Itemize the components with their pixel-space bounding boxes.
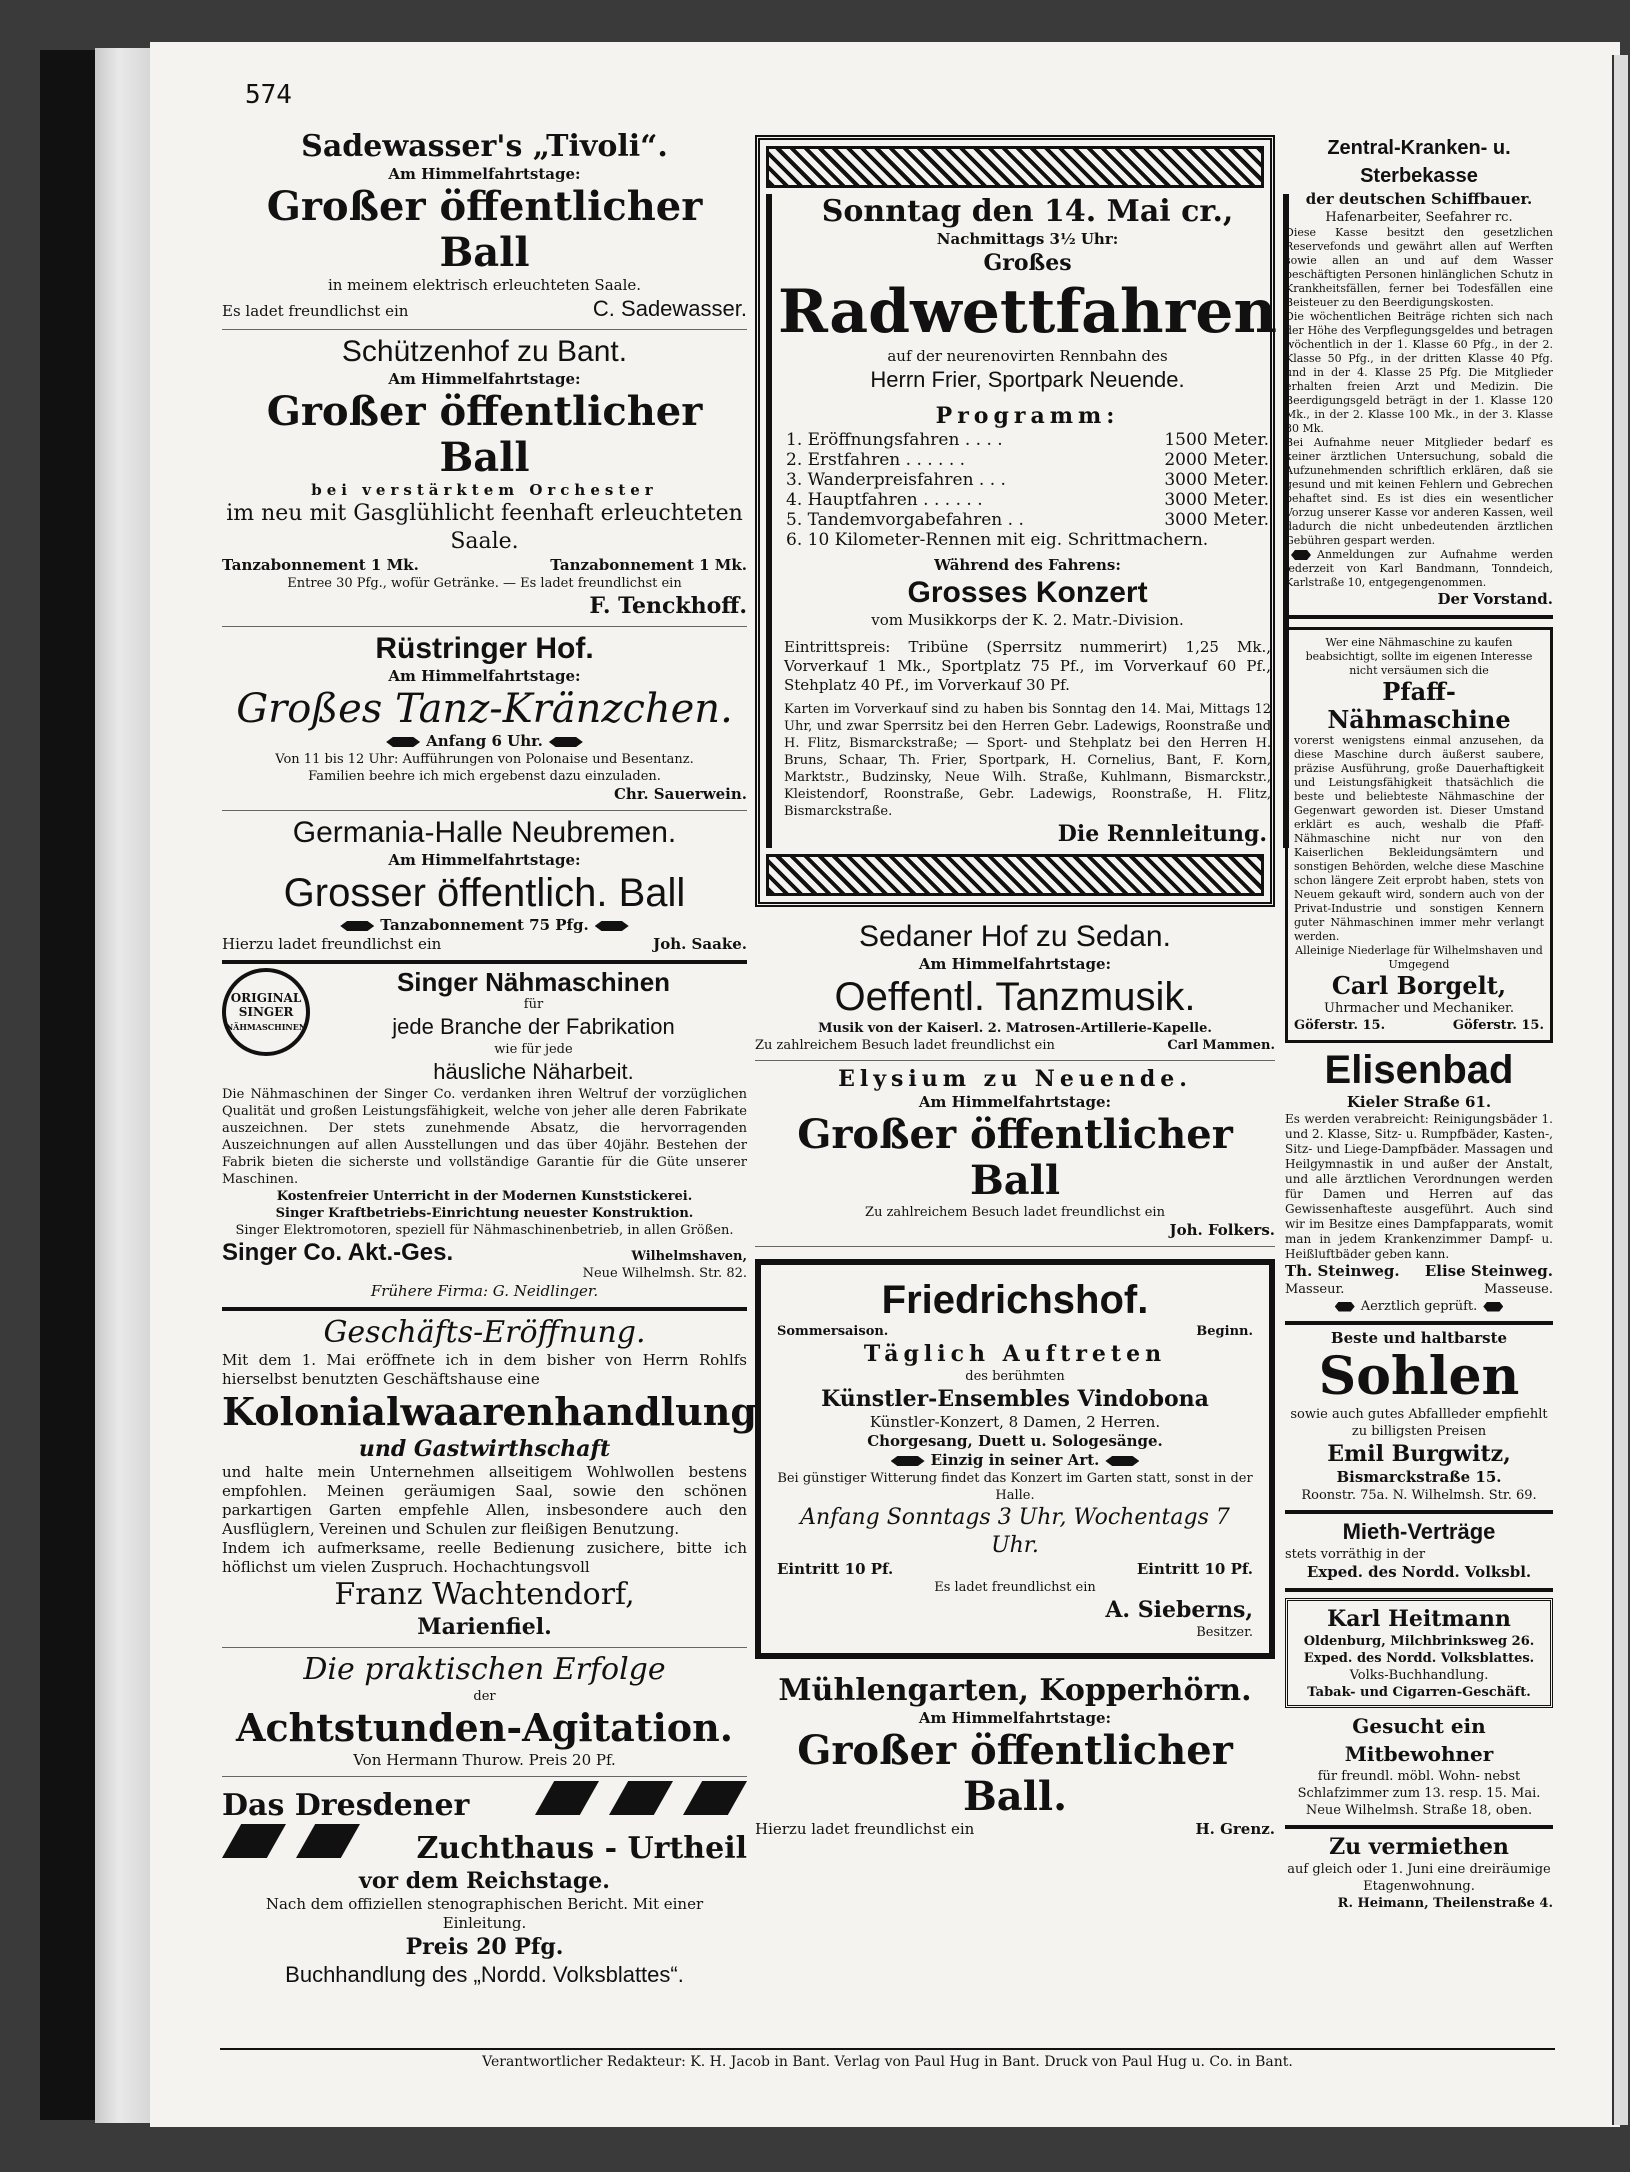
- program-distance: 2000 Meter.: [1164, 450, 1270, 470]
- program-item: 6. 10 Kilometer-Rennen mit eig. Schrittmachern.: [786, 530, 1209, 550]
- elysium-day: Am Himmelfahrtstage:: [918, 1093, 1112, 1111]
- heitmann-goods: Tabak- und Cigarren-Geschäft.: [1307, 1685, 1531, 1700]
- radwett-program-title: Programm:: [935, 403, 1120, 429]
- ad-tivoli: [222, 125, 747, 330]
- mitbewohner-addr: Neue Wilhelmsh. Straße 18, oben.: [1305, 1803, 1533, 1818]
- radwett-band: vom Musikkorps der K. 2. Matr.-Division.: [871, 611, 1184, 629]
- singer-line3: häusliche Näharbeit.: [433, 1059, 634, 1084]
- page-right-edge: [1612, 55, 1628, 2125]
- mieth-exp: Exped. des Nordd. Volksbl.: [1306, 1563, 1532, 1581]
- germania-headline: Grosser öffentlich. Ball: [283, 871, 686, 915]
- friedrichshof-invite: Es ladet freundlichst ein: [934, 1580, 1096, 1595]
- sedaner-music: Musik von der Kaiserl. 2. Matrosen-Artillerie-Kapelle.: [818, 1021, 1212, 1036]
- sohlen-name: Emil Burgwitz,: [1327, 1441, 1511, 1467]
- mieth-title: Mieth-Verträge: [1342, 1519, 1496, 1544]
- vermiethen-body: auf gleich oder 1. Juni eine dreiräumige Etagenwohnung.: [1287, 1862, 1551, 1894]
- program-distance: 3000 Meter.: [1164, 510, 1270, 530]
- vermiethen-title: Zu vermiethen: [1329, 1834, 1509, 1860]
- program-item: 4. Hauptfahren . . . . . .: [786, 490, 983, 510]
- heitmann-exp: Exped. des Nordd. Volksblattes.: [1303, 1651, 1535, 1666]
- pfaff-addr-left: Göferstr. 15.: [1294, 1018, 1386, 1033]
- ruestringer-families: Familien beehre ich mich ergebenst dazu einzuladen.: [308, 769, 661, 784]
- sohlen-addr2: Roonstr. 75a. N. Wilhelmsh. Str. 69.: [1301, 1488, 1537, 1503]
- friedrichshof-entry-left: Eintritt 10 Pf.: [777, 1560, 894, 1578]
- eroeffnung-body2: Indem ich aufmerksame, reelle Bedienung zusichere, bitte ich höflichst um vielen Zuspruch. Hochachtungsvoll: [222, 1539, 747, 1576]
- friedrichshof-title: Friedrichshof.: [881, 1278, 1149, 1322]
- sohlen-headline: Sohlen: [1318, 1346, 1520, 1407]
- ad-elisenbad: [1285, 1043, 1553, 1325]
- pfaff-name: Carl Borgelt,: [1331, 971, 1507, 1000]
- ad-sedaner: [755, 915, 1275, 1061]
- schuetzenhof-entry: Entree 30 Pfg., wofür Getränke. — Es ladet freundlichst ein: [287, 576, 682, 591]
- friedrichshof-name: A. Sieberns,: [1105, 1597, 1253, 1623]
- muehlengarten-title: Mühlengarten, Kopperhörn.: [778, 1673, 1252, 1708]
- elysium-headline: Großer öffentlicher Ball: [797, 1111, 1233, 1204]
- ad-singer: [222, 964, 747, 1311]
- zentral-title: Zentral-Kranken- u. Sterbekasse: [1327, 137, 1511, 187]
- muehlengarten-headline: Großer öffentlicher Ball.: [797, 1727, 1233, 1820]
- program-distance: 3000 Meter.: [1164, 490, 1270, 510]
- tivoli-title: Sadewasser's „Tivoli“.: [301, 129, 668, 164]
- ad-achtstunden: [222, 1648, 747, 1777]
- singer-city: Wilhelmshaven,: [631, 1249, 747, 1264]
- column-middle: [755, 135, 1278, 1845]
- singer-line2: wie für jede: [494, 1042, 573, 1057]
- program-distance: 1500 Meter.: [1164, 430, 1270, 450]
- dresdener-line4: Nach dem offiziellen stenographischen Bericht. Mit einer Einleitung.: [265, 1895, 704, 1932]
- pfaff-role: Uhrmacher und Mechaniker.: [1324, 1001, 1514, 1016]
- radwett-program: [778, 430, 1277, 550]
- zentral-body2: Die wöchentlichen Beiträge richten sich nach der Höhe des Verpflegungsgeldes und betragen wöchentlich in der 1. Klasse 60 Pfg., in der 2. Klasse 50 Pfg., in der dritten Klasse 40 Pfg. und in der 4. Klasse 25 Pfg. Die Mitglieder erhalten freien Arzt und Medizin. Die Beerdigungsgeld beträgt in der 1. Klasse 120 Mk., in der 2. Klasse 100 Mk., in der 3. Klasse 80 Mk.: [1285, 310, 1553, 435]
- hand-pointer-icon: [891, 1456, 925, 1466]
- friedrichshof-headline: Täglich Auftreten: [863, 1341, 1167, 1367]
- sedaner-day: Am Himmelfahrtstage:: [918, 955, 1112, 973]
- ad-radwettfahren: [755, 135, 1278, 907]
- ad-heitmann: [1285, 1598, 1553, 1708]
- sohlen-addr: Bismarckstraße 15.: [1336, 1468, 1502, 1486]
- friedrichshof-unique: Einzig in seiner Art.: [930, 1451, 1100, 1469]
- hand-pointer-icon: [1291, 550, 1311, 560]
- elysium-title: Elysium zu Neuende.: [838, 1066, 1192, 1092]
- friedrichshof-songs: Chorgesang, Duett u. Sologesänge.: [867, 1432, 1163, 1450]
- column-left: [222, 125, 757, 1995]
- sedaner-title: Sedaner Hof zu Sedan.: [859, 920, 1171, 953]
- ad-schuetzenhof: [222, 330, 747, 627]
- ad-elysium: [755, 1061, 1275, 1247]
- tivoli-sub: in meinem elektrisch erleuchteten Saale.: [327, 276, 642, 294]
- radwett-concert: Grosses Konzert: [907, 576, 1148, 609]
- radwett-host: Herrn Frier, Sportpark Neuende.: [870, 367, 1185, 392]
- eroeffnung-headline: Kolonialwaarenhandlung: [222, 1389, 757, 1434]
- ad-eroeffnung: [222, 1311, 757, 1648]
- dresdener-line3: vor dem Reichstage.: [359, 1868, 610, 1894]
- singer-line1: jede Branche der Fabrikation: [392, 1014, 675, 1039]
- hand-pointer-icon: [549, 737, 583, 747]
- schuetzenhof-abo-left: Tanzabonnement 1 Mk.: [222, 556, 419, 574]
- singer-logo: [222, 968, 310, 1056]
- ruestringer-title: Rüstringer Hof.: [375, 632, 594, 665]
- sedaner-name: Carl Mammen.: [1167, 1038, 1275, 1053]
- ad-dresdener: [222, 1777, 747, 1995]
- page-number: 574: [245, 80, 292, 110]
- eroeffnung-body: und halte mein Unternehmen allseitigem Wohlwollen bestens empfohlen. Meinen geräumigen Saal, sowie den schönen parkartigen Garten empfehle Allen, insbesondere auch den Ausflüglern, Vereinen und Schulen zur fleißigen Benutzung.: [222, 1463, 747, 1538]
- stripe-ornament: [535, 1781, 747, 1815]
- eroeffnung-place: Marienfiel.: [417, 1614, 552, 1640]
- germania-invite: Hierzu ladet freundlichst ein: [222, 935, 442, 953]
- singer-street: Neue Wilhelmsh. Str. 82.: [582, 1266, 747, 1281]
- radwett-sales: Karten im Vorverkauf sind zu haben bis Sonntag den 14. Mai, Mittags 12 Uhr, und zwar Sperrsitz bei den Herren Gebr. Ladewigs, Roonstraße und H. Flitz, Bismarckstraße; — Sport- und Stehplatz bei den Herren H. Bruns, Schaar, Th. Frier, Sportpark, H. Cornelius, Bant, F. Korn, Marktstr., Budzinsky, Neue Wilh. Straße, Kuhlmann, Bismarckstr., Kleistendorf, Roonstraße, Gebr. Ladewigs, Roonstraße, H. Flitz, Bismarckstraße.: [784, 702, 1272, 819]
- sohlen-pre: Beste und haltbarste: [1330, 1329, 1508, 1347]
- dresdener-price: Preis 20 Pfg.: [405, 1934, 564, 1960]
- eroeffnung-sub: und Gastwirthschaft: [358, 1436, 611, 1462]
- singer-company: Singer Co. Akt.-Ges.: [222, 1239, 454, 1266]
- germania-abo: Tanzabonnement 75 Pfg.: [380, 916, 589, 934]
- column-right: [1285, 130, 1553, 1918]
- ad-vermiethen: [1285, 1829, 1553, 1918]
- mitbewohner-body: für freundl. möbl. Wohn- nebst Schlafzimmer zum 13. resp. 15. Mai.: [1297, 1769, 1541, 1801]
- ad-sohlen: [1285, 1325, 1553, 1514]
- friedrichshof-concert: Künstler-Konzert, 8 Damen, 2 Herren.: [869, 1413, 1161, 1431]
- singer-b2: Singer Kraftbetriebs-Einrichtung neuester Konstruktion.: [275, 1206, 694, 1221]
- imprint-footer: Verantwortlicher Redakteur: K. H. Jacob in Bant. Verlag von Paul Hug in Bant. Druck von Paul Hug u. Co. in Bant.: [220, 2048, 1555, 2070]
- ad-mitbewohner: [1285, 1708, 1553, 1829]
- zentral-members: Hafenarbeiter, Seefahrer rc.: [1325, 210, 1513, 225]
- ornamental-border-bottom: [766, 854, 1264, 896]
- achtstunden-headline: Achtstunden-Agitation.: [235, 1705, 733, 1750]
- sedaner-invite: Zu zahlreichem Besuch ladet freundlichst ein: [755, 1038, 1055, 1053]
- friedrichshof-entry-right: Eintritt 10 Pf.: [1136, 1560, 1253, 1578]
- schuetzenhof-abo-right: Tanzabonnement 1 Mk.: [550, 556, 747, 574]
- singer-former: Frühere Firma: G. Neidlinger.: [370, 1282, 599, 1300]
- ruestringer-name: Chr. Sauerwein.: [613, 785, 747, 803]
- elisenbad-name-left: Th. Steinweg.: [1285, 1262, 1400, 1280]
- singer-title: Singer Nähmaschinen: [396, 967, 671, 997]
- ad-ruestringer: [222, 627, 747, 811]
- elisenbad-note: Aerztlich geprüft.: [1360, 1299, 1478, 1314]
- radwett-headline: Radwettfahren: [778, 277, 1278, 347]
- elisenbad-name-right: Elise Steinweg.: [1424, 1262, 1553, 1280]
- page-stack-edge: [95, 48, 155, 2123]
- ad-muehlengarten: [755, 1669, 1275, 1845]
- muehlengarten-day: Am Himmelfahrtstage:: [918, 1709, 1112, 1727]
- program-item: 1. Eröffnungsfahren . . . .: [786, 430, 1003, 450]
- tivoli-invite: Es ladet freundlichst ein: [222, 302, 409, 320]
- elysium-name: Joh. Folkers.: [1169, 1221, 1275, 1239]
- germania-day: Am Himmelfahrtstage:: [388, 851, 581, 869]
- ad-mieth: [1285, 1514, 1553, 1592]
- germania-name: Joh. Saake.: [653, 935, 747, 953]
- muehlengarten-name: H. Grenz.: [1195, 1820, 1275, 1838]
- zentral-body3: Bei Aufnahme neuer Mitglieder bedarf es keiner ärztlichen Untersuchung, sobald die Aufzunehmenden schriftlich erklären, daß sie gesund und mit keinen Fehlern und Gebrechen behaftet sind. Es ist dies ein wesentlicher Vorzug unserer Kasse vor anderen Kassen, weil dadurch die nicht unbedeutenden ärztlichen Gebühren gespart werden.: [1285, 436, 1553, 547]
- schuetzenhof-day: Am Himmelfahrtstage:: [388, 370, 581, 388]
- ad-pfaff: [1285, 627, 1553, 1043]
- hand-pointer-icon: [595, 921, 629, 931]
- ornamental-border-top: [766, 146, 1264, 188]
- ruestringer-headline: Großes Tanz-Kränzchen.: [236, 686, 733, 732]
- elisenbad-role-right: Masseuse.: [1484, 1282, 1553, 1297]
- germania-title: Germania-Halle Neubremen.: [292, 816, 677, 849]
- friedrichshof-ensemble: Künstler-Ensembles Vindobona: [821, 1386, 1209, 1412]
- zentral-body: Diese Kasse besitzt den gesetzlichen Reservefonds und gewährt allen auf Werften sowie allen an und auf dem Wasser beschäftigten Personen hinlänglichen Schutz in Krankheitsfällen, ferner bei Todesfällen eine Beisteuer zu den Beerdigungskosten.: [1285, 226, 1553, 309]
- pfaff-agent: Alleinige Niederlage für Wilhelmshaven und Umgegend: [1295, 944, 1543, 971]
- zentral-body4: Anmeldungen zur Aufnahme werden jederzeit von Karl Bandmann, Tonndeich, Karlstraße 10, entgegengenommen.: [1285, 548, 1553, 589]
- friedrichshof-role: Besitzer.: [1196, 1625, 1253, 1640]
- achtstunden-pre: Die praktischen Erfolge: [303, 1652, 666, 1687]
- ad-zentralkasse: [1285, 130, 1553, 619]
- hand-pointer-icon: [1483, 1302, 1503, 1312]
- mieth-sub: stets vorräthig in der: [1285, 1547, 1426, 1562]
- muehlengarten-invite: Hierzu ladet freundlichst ein: [755, 1820, 975, 1838]
- schuetzenhof-name: F. Tenckhoff.: [589, 593, 747, 619]
- ruestringer-program: Von 11 bis 12 Uhr: Aufführungen von Polonaise und Besentanz.: [275, 752, 694, 767]
- radwett-sign: Die Rennleitung.: [1057, 821, 1268, 847]
- friedrichshof-begin: Beginn.: [1196, 1324, 1253, 1339]
- tivoli-headline: Großer öffentlicher Ball: [266, 183, 703, 276]
- book-spine: [40, 50, 95, 2120]
- pfaff-addr-right: Göferstr. 15.: [1452, 1018, 1544, 1033]
- radwett-grosses: Großes: [983, 250, 1072, 276]
- program-distance: 3000 Meter.: [1164, 470, 1270, 490]
- program-item: 3. Wanderpreisfahren . . .: [786, 470, 1006, 490]
- heitmann-addr: Oldenburg, Milchbrinksweg 26.: [1303, 1634, 1535, 1649]
- singer-logo-bottom: NÄHMASCHINEN: [225, 1021, 307, 1032]
- dresdener-line2: Zuchthaus - Urtheil: [416, 1831, 747, 1866]
- elisenbad-title: Elisenbad: [1324, 1048, 1514, 1092]
- achtstunden-author: Von Hermann Thurow. Preis 20 Pf.: [353, 1751, 616, 1769]
- heitmann-shop: Volks-Buchhandlung.: [1349, 1668, 1489, 1683]
- pfaff-headline: Pfaff-Nähmaschine: [1327, 677, 1511, 734]
- pfaff-body: vorerst wenigstens einmal anzusehen, da diese Maschine durch äußerst saubere, präzise Ausführung, große Dauerhaftigkeit und Leistungsfähigkeit thatsächlich die beste und beliebteste Nähmaschine der Gegenwart geworden ist. Dieser Umstand erklärt es auch, weshalb die Pfaff-Nähmaschine nicht nur von den Kaiserlichen Bekleidungsämtern und sonstigen Behörden, welche diese Maschine schon längere Zeit erprobt haben, stets von Neuem gekauft wird, sondern auch von der Privat-Industrie und sonstigen Kennern guter Nähmaschinen immer mehr verlangt werden.: [1294, 734, 1544, 943]
- mitbewohner-title: Gesucht ein Mitbewohner: [1344, 1714, 1494, 1766]
- friedrichshof-des: des berühmten: [965, 1369, 1065, 1384]
- achtstunden-der: der: [473, 1689, 496, 1704]
- radwett-date: Sonntag den 14. Mai cr.,: [821, 194, 1234, 229]
- eroeffnung-intro: Mit dem 1. Mai eröffnete ich in dem bisher von Herrn Rohlfs hierselbst benutzten Geschäftshause eine: [222, 1351, 747, 1388]
- hand-pointer-icon: [386, 737, 420, 747]
- dresdener-shop: Buchhandlung des „Nordd. Volksblattes“.: [285, 1962, 684, 1987]
- schuetzenhof-headline: Großer öffentlicher Ball: [266, 388, 703, 481]
- pfaff-intro: Wer eine Nähmaschine zu kaufen beabsichtigt, sollte im eigenen Interesse nicht versäumen sich die: [1305, 636, 1533, 677]
- program-item: 2. Erstfahren . . . . . .: [786, 450, 966, 470]
- vermiethen-name: R. Heimann, Theilenstraße 4.: [1337, 1896, 1553, 1911]
- radwett-venue: auf der neurenovirten Rennbahn des: [887, 347, 1168, 365]
- ruestringer-start: Anfang 6 Uhr.: [426, 732, 543, 750]
- singer-logo-mid: SINGER: [238, 1004, 294, 1019]
- dresdener-line1: Das Dresdener: [222, 1788, 470, 1823]
- ruestringer-day: Am Himmelfahrtstage:: [388, 667, 581, 685]
- sedaner-headline: Oeffentl. Tanzmusik.: [834, 975, 1196, 1019]
- heitmann-name: Karl Heitmann: [1327, 1606, 1511, 1632]
- friedrichshof-times: Anfang Sonntags 3 Uhr, Wochentags 7 Uhr.: [800, 1505, 1230, 1558]
- radwett-prices: Eintrittspreis: Tribüne (Sperrsitz nummerirt) 1,25 Mk., Vorverkauf 1 Mk., Sportplatz 75 Pf., im Vorverkauf 60 Pf., Stehplatz 40 Pf., im Vorverkauf 30 Pf.: [784, 638, 1272, 694]
- elisenbad-addr: Kieler Straße 61.: [1346, 1093, 1492, 1111]
- radwett-during: Während des Fahrens:: [934, 556, 1121, 574]
- eroeffnung-name: Franz Wachtendorf,: [334, 1577, 635, 1612]
- singer-body: Die Nähmaschinen der Singer Co. verdanken ihren Weltruf der vorzüglichen Qualität und großen Leistungsfähigkeit, welche von jeher alle deren Fabrikate auszeichnen. Der stets zunehmende Absatz, die hervorragenden Auszeichnungen auf allen Ausstellungen und das über 40jähr. Bestehen der Fabrik bieten die sicherste und vollständige Garantie für die Güte unserer Maschinen.: [222, 1087, 747, 1187]
- singer-b1: Kostenfreier Unterricht in der Modernen Kunststickerei.: [276, 1189, 693, 1204]
- ad-friedrichshof: [755, 1259, 1275, 1659]
- elysium-invite: Zu zahlreichem Besuch ladet freundlichst ein: [865, 1205, 1165, 1220]
- stripe-ornament: [222, 1824, 360, 1858]
- schuetzenhof-hall: im neu mit Gasglühlicht feenhaft erleuchteten Saale.: [226, 501, 743, 554]
- radwett-time: Nachmittags 3½ Uhr:: [936, 230, 1119, 248]
- tivoli-name: C. Sadewasser.: [592, 296, 747, 321]
- hand-pointer-icon: [340, 921, 374, 931]
- schuetzenhof-title: Schützenhof zu Bant.: [341, 335, 628, 368]
- tivoli-day: Am Himmelfahrtstage:: [388, 165, 581, 183]
- program-item: 5. Tandemvorgabefahren . .: [786, 510, 1024, 530]
- sohlen-body: sowie auch gutes Abfallleder empfiehlt zu billigsten Preisen: [1290, 1407, 1548, 1439]
- zentral-sub: der deutschen Schiffbauer.: [1305, 190, 1533, 208]
- hand-pointer-icon: [1335, 1302, 1355, 1312]
- ad-germania: [222, 811, 747, 964]
- singer-b3: Singer Elektromotoren, speziell für Nähmaschinenbetrieb, in allen Größen.: [235, 1223, 734, 1238]
- elisenbad-role-left: Masseur.: [1285, 1282, 1345, 1297]
- ornamental-border-left: [766, 194, 772, 848]
- singer-fuer: für: [523, 997, 544, 1012]
- friedrichshof-weather: Bei günstiger Witterung findet das Konzert im Garten statt, sonst in der Halle.: [777, 1471, 1253, 1503]
- zentral-sign: Der Vorstand.: [1437, 590, 1553, 608]
- friedrichshof-season: Sommersaison.: [777, 1324, 889, 1339]
- hand-pointer-icon: [1105, 1456, 1139, 1466]
- eroeffnung-title: Geschäfts-Eröffnung.: [323, 1315, 646, 1350]
- schuetzenhof-orchestra: bei verstärktem Orchester: [311, 481, 658, 499]
- elisenbad-body: Es werden verabreicht: Reinigungsbäder 1. und 2. Klasse, Sitz- u. Rumpfbäder, Kasten-, Sitz- und Liege-Dampfbäder. Massagen und Heilgymnastik in und außer der Anstalt, und alle ärztlichen Verordnungen werden für Damen und Herren auf das Gewissenhafteste ausgeführt. Auch sind wir im Besitze eines Dampfapparats, womit man in jedem Krankenzimmer Dampf- u. Heißluftbäder geben kann.: [1285, 1112, 1553, 1261]
- singer-logo-top: ORIGINAL: [230, 990, 302, 1005]
